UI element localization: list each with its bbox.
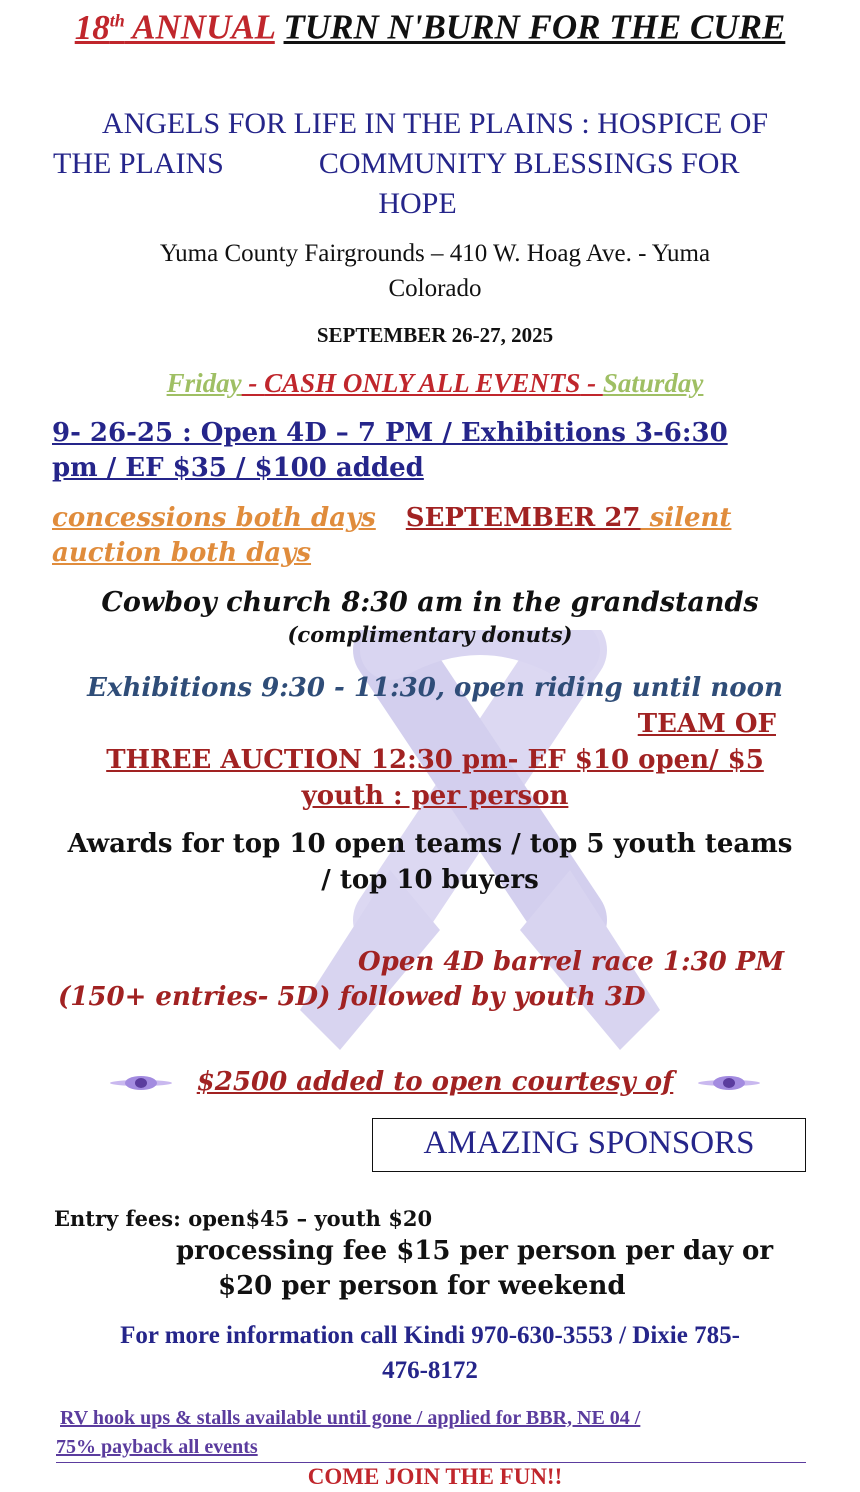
cowboy-church-line-1: Cowboy church 8:30 am in the grandstands bbox=[101, 587, 759, 618]
saturday-exhibitions: Exhibitions 9:30 - 11:30, open riding until noon bbox=[87, 673, 783, 703]
team-auction-line-3: youth : per person bbox=[301, 781, 569, 811]
friday-schedule bbox=[52, 416, 842, 486]
days-separator: - bbox=[241, 368, 265, 398]
closing-line: COME JOIN THE FUN!! bbox=[307, 1464, 563, 1489]
entry-fees bbox=[54, 1204, 844, 1304]
event-date: SEPTEMBER 26-27, 2025 bbox=[316, 323, 554, 347]
rv-note bbox=[56, 1404, 806, 1463]
rv-note-line-1: RV hook ups & stalls available until gone / applied for BBR, NE 04 / bbox=[60, 1407, 641, 1429]
sparkle-burst-icon bbox=[696, 1071, 762, 1095]
cowboy-church-line-2: (complimentary donuts) bbox=[287, 622, 573, 647]
added-money-text: $2500 added to open courtesy of bbox=[196, 1067, 674, 1097]
beneficiaries bbox=[40, 104, 830, 224]
concessions-line-1: concessions both days SEPTEMBER 27 silent bbox=[52, 503, 732, 533]
sponsors-box: AMAZING SPONSORS bbox=[372, 1118, 806, 1172]
rv-note-line-2: 75% payback all events bbox=[56, 1433, 806, 1463]
added-money-line bbox=[40, 1064, 830, 1100]
entry-fees-line-3: $20 per person for weekend bbox=[218, 1271, 626, 1301]
location-line-1: Yuma County Fairgrounds – 410 W. Hoag Ave. - Yuma bbox=[159, 240, 711, 267]
title-number: 18th bbox=[74, 7, 125, 47]
entry-fees-line-1: Entry fees: open$45 – youth $20 bbox=[54, 1206, 433, 1231]
friday-schedule-line-1: 9- 26-25 : Open 4D – 7 PM / Exhibitions 3-6:30 bbox=[52, 418, 728, 448]
saturday-label: Saturday bbox=[602, 368, 704, 398]
team-auction-line-2: THREE AUCTION 12:30 pm- EF $10 open/ $5 bbox=[106, 745, 764, 775]
awards-line-2: / top 10 buyers bbox=[321, 865, 539, 895]
days-line bbox=[40, 366, 830, 400]
friday-label: Friday bbox=[166, 368, 242, 398]
awards-line-1: Awards for top 10 open teams / top 5 youth teams bbox=[67, 829, 793, 859]
barrel-race bbox=[58, 945, 848, 1015]
contact-line-2: 476-8172 bbox=[382, 1357, 478, 1384]
cowboy-church bbox=[30, 586, 830, 650]
days-separator: - bbox=[580, 368, 603, 398]
title-main: TURN N'BURN FOR THE CURE bbox=[283, 7, 786, 47]
contact-line-1: For more information call Kindi 970-630-3553 / Dixie 785- bbox=[120, 1322, 740, 1349]
title-annual: ANNUAL bbox=[124, 7, 275, 47]
barrel-race-line-1: Open 4D barrel race 1:30 PM bbox=[358, 947, 785, 977]
beneficiaries-line-3: HOPE bbox=[378, 187, 457, 220]
concessions bbox=[52, 501, 842, 571]
beneficiaries-line-1: ANGELS FOR LIFE IN THE PLAINS : HOSPICE OF bbox=[101, 107, 769, 140]
beneficiaries-line-2: THE PLAINS COMMUNITY BLESSINGS FOR bbox=[53, 147, 740, 180]
location bbox=[40, 236, 830, 306]
friday-schedule-line-2: pm / EF $35 / $100 added bbox=[52, 453, 424, 483]
team-auction bbox=[40, 706, 830, 814]
event-title bbox=[60, 0, 800, 48]
awards bbox=[40, 826, 820, 898]
concessions-line-2: auction both days bbox=[52, 538, 312, 568]
cash-only-label: CASH ONLY ALL EVENTS bbox=[264, 368, 581, 398]
contact-info bbox=[40, 1318, 820, 1388]
sparkle-burst-icon bbox=[108, 1071, 174, 1095]
barrel-race-line-2: (150+ entries- 5D) followed by youth 3D bbox=[58, 982, 646, 1012]
team-auction-line-1: TEAM OF bbox=[637, 709, 776, 739]
location-line-2: Colorado bbox=[388, 275, 482, 302]
entry-fees-line-2: processing fee $15 per person per day or bbox=[176, 1236, 774, 1266]
